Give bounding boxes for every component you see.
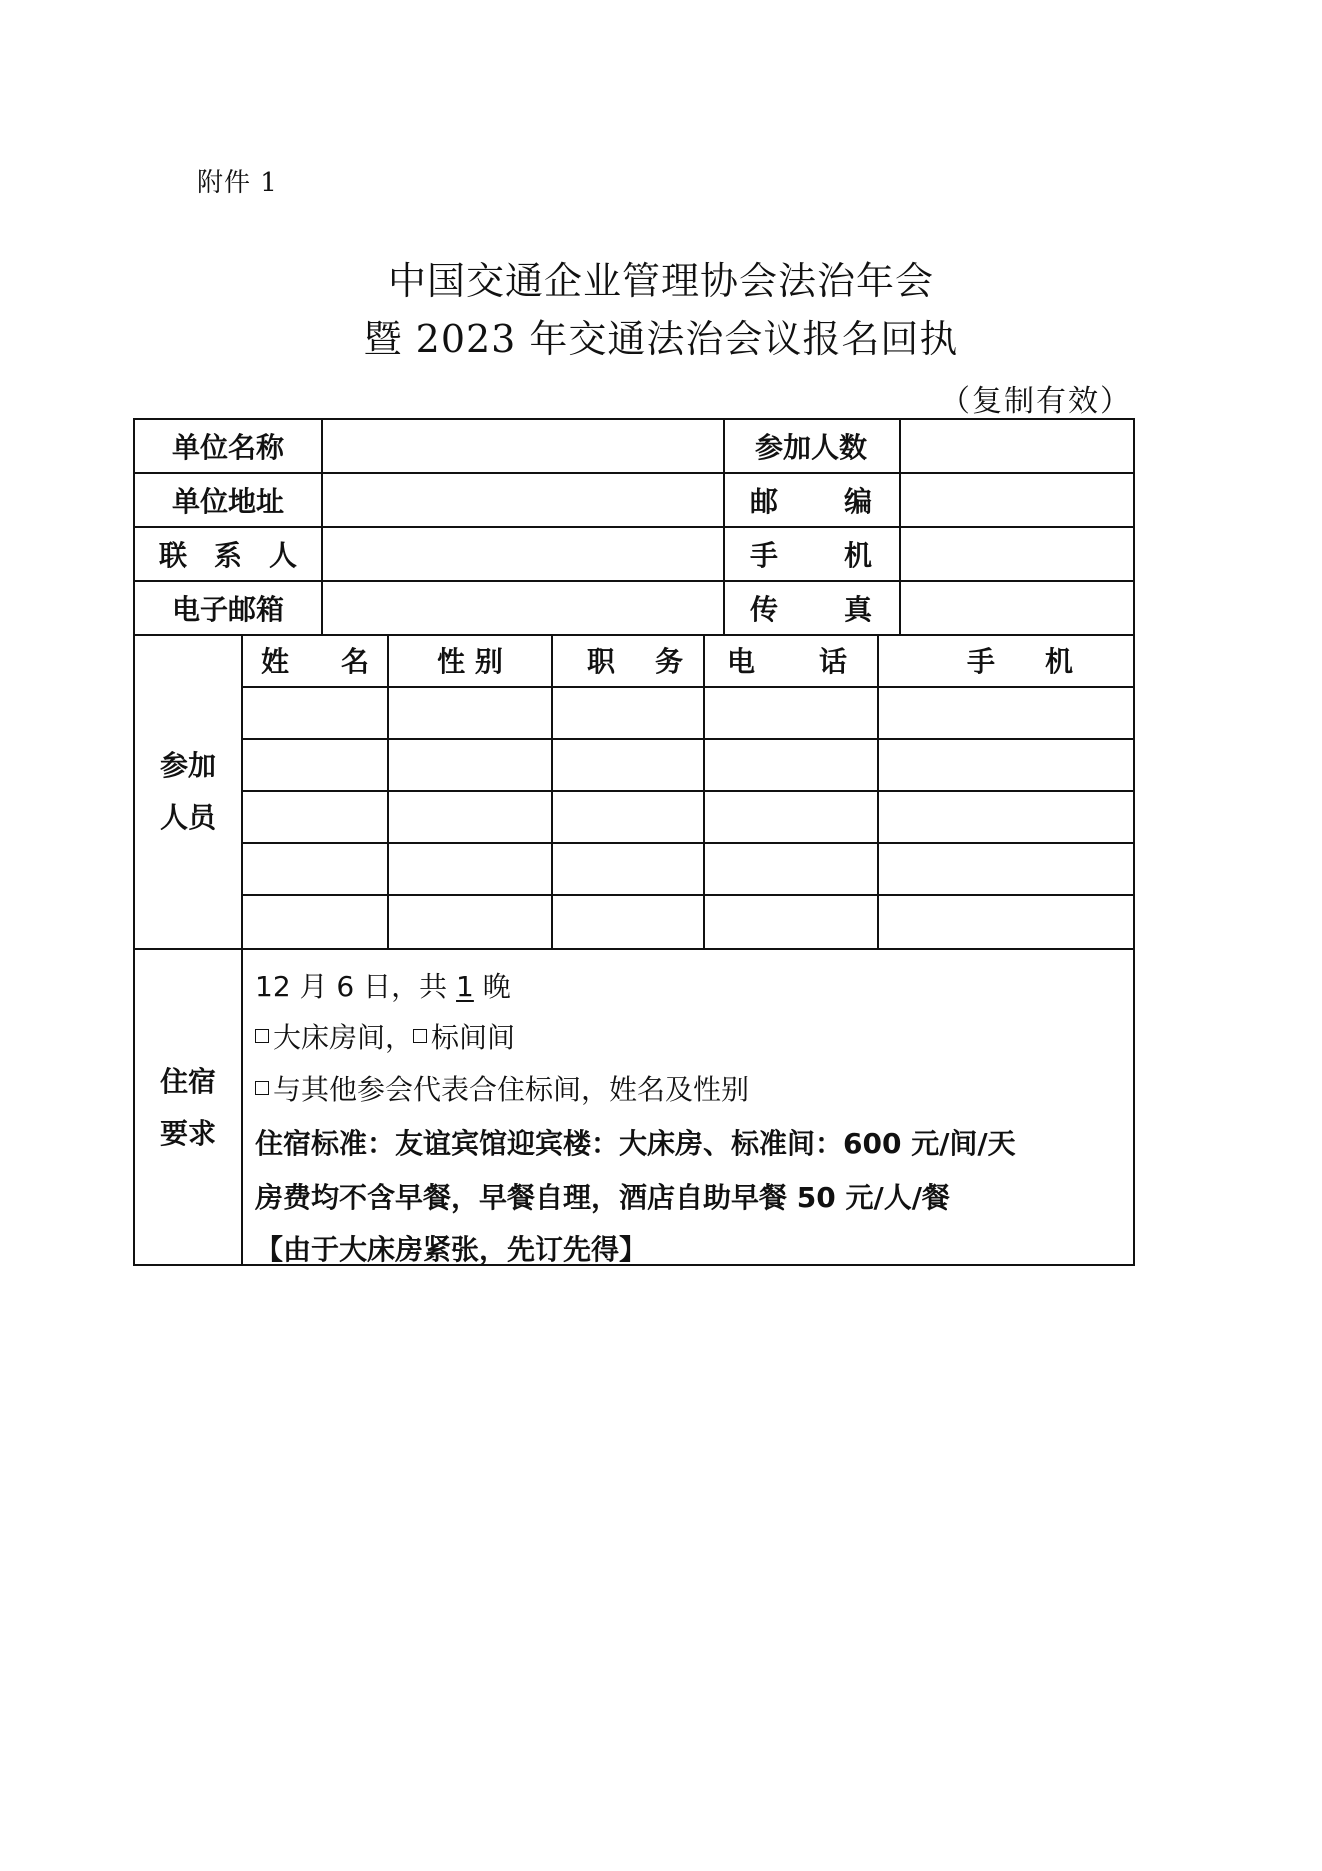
email-label: 电子邮箱 bbox=[171, 593, 284, 626]
header-gender: 性 别 bbox=[437, 645, 503, 678]
twin-room-checkbox[interactable] bbox=[413, 1029, 427, 1043]
share-room-checkbox[interactable] bbox=[255, 1081, 269, 1095]
header-name: 姓 名 bbox=[261, 645, 369, 678]
contact-field[interactable] bbox=[323, 530, 721, 578]
row-divider bbox=[241, 790, 1133, 792]
fax-label: 传 真 bbox=[750, 593, 872, 626]
row-divider bbox=[241, 738, 1133, 740]
header-position: 职 务 bbox=[587, 645, 683, 678]
copy-note: （复制有效） bbox=[940, 384, 1132, 419]
unit-name-label: 单位名称 bbox=[171, 431, 284, 464]
room-type-options: 大床房间， 标间间 bbox=[255, 1016, 515, 1056]
row-divider bbox=[241, 894, 1133, 896]
unit-address-label: 单位地址 bbox=[171, 485, 284, 518]
page-title-line1: 中国交通企业管理协会法治年会 bbox=[387, 259, 934, 303]
attendee-count-field[interactable] bbox=[901, 422, 1131, 470]
unit-address-field[interactable] bbox=[323, 476, 721, 524]
participants-label: 参加 人员 bbox=[159, 749, 216, 834]
lodging-label: 住宿 要求 bbox=[159, 1065, 216, 1150]
contact-label: 联 系 人 bbox=[159, 539, 297, 572]
postcode-field[interactable] bbox=[901, 476, 1131, 524]
page-title-line2: 暨 2023 年交通法治会议报名回执 bbox=[363, 317, 959, 361]
email-field[interactable] bbox=[323, 584, 721, 632]
row-divider bbox=[241, 686, 1133, 688]
breakfast-note: 房费均不含早餐，早餐自理，酒店自助早餐 50 元/人/餐 bbox=[255, 1181, 950, 1214]
attachment-label: 附件 1 bbox=[197, 168, 278, 198]
booking-notice: 【由于大床房紧张，先订先得】 bbox=[255, 1233, 648, 1266]
header-phone: 电 话 bbox=[727, 645, 847, 678]
section-label-divider bbox=[241, 634, 243, 1266]
nights-value[interactable]: 1 bbox=[456, 970, 474, 1003]
row-divider bbox=[241, 842, 1133, 844]
unit-name-field[interactable] bbox=[323, 422, 721, 470]
mobile-field[interactable] bbox=[901, 530, 1131, 578]
lodging-standard: 住宿标准：友谊宾馆迎宾楼：大床房、标准间：600 元/间/天 bbox=[255, 1127, 1016, 1160]
mobile-label: 手 机 bbox=[750, 539, 872, 572]
share-room-option: 与其他参会代表合住标间，姓名及性别 bbox=[255, 1068, 749, 1108]
king-room-checkbox[interactable] bbox=[255, 1029, 269, 1043]
stay-dates: 12 月 6 日，共 1 晚 bbox=[255, 970, 511, 1003]
fax-field[interactable] bbox=[901, 584, 1131, 632]
row-divider bbox=[135, 948, 1133, 950]
attendee-count-label: 参加人数 bbox=[754, 431, 867, 464]
postcode-label: 邮 编 bbox=[750, 485, 872, 518]
header-mobile: 手 机 bbox=[967, 645, 1073, 678]
